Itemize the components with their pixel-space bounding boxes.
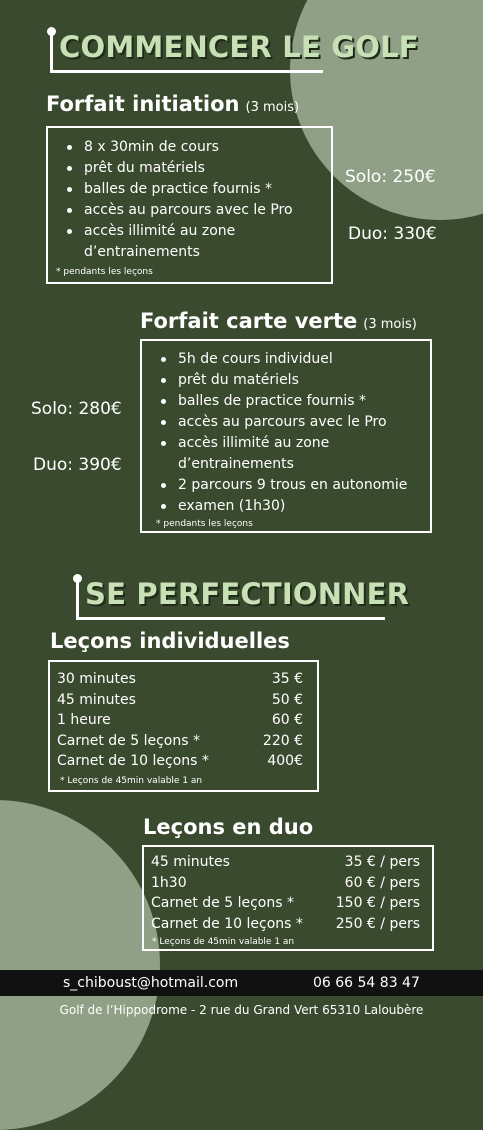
price-row-label: Carnet de 10 leçons * bbox=[57, 753, 209, 769]
forfait-carte-verte-title bbox=[140, 309, 417, 333]
price-row-label: Carnet de 10 leçons * bbox=[151, 915, 303, 932]
price-row-value: 60 € bbox=[271, 712, 303, 728]
bullet-item: prêt du matériels bbox=[84, 158, 325, 179]
price-row bbox=[57, 710, 303, 731]
price-row bbox=[57, 751, 303, 772]
price-row-label: 1h30 bbox=[151, 874, 187, 891]
decorative-circle-bottom bbox=[0, 800, 160, 1130]
lecons-duo-box bbox=[142, 845, 434, 951]
forfait-initiation-duration: (3 mois) bbox=[245, 100, 300, 115]
price-row-value: 150 € / pers bbox=[335, 895, 420, 911]
price-row-label: Carnet de 5 leçons * bbox=[151, 895, 294, 911]
forfait-carte-verte-list bbox=[148, 349, 424, 517]
price-row bbox=[57, 731, 303, 752]
bullet-item: accès au parcours avec le Pro bbox=[178, 412, 424, 433]
price-row bbox=[57, 690, 303, 711]
price-row-value: 60 € / pers bbox=[344, 874, 420, 891]
bullet-item: accès au parcours avec le Pro bbox=[84, 200, 325, 221]
contact-phone[interactable]: 06 66 54 83 47 bbox=[313, 975, 420, 991]
price-row-label: Carnet de 5 leçons * bbox=[57, 732, 200, 749]
forfait-initiation-note: * pendants les leçons bbox=[56, 267, 153, 277]
initiation-solo-price: Solo: 250€ bbox=[345, 167, 436, 187]
forfait-initiation-list bbox=[54, 137, 325, 263]
initiation-duo-price: Duo: 330€ bbox=[348, 224, 437, 244]
bullet-item: 2 parcours 9 trous en autonomie bbox=[178, 475, 424, 496]
forfait-carte-verte-note: * pendants les leçons bbox=[156, 519, 253, 529]
lecons-duo-title: Leçons en duo bbox=[143, 815, 314, 839]
contact-bar bbox=[0, 970, 483, 996]
club-address: Golf de l’Hippodrome - 2 rue du Grand Vert 65310 Laloubère bbox=[59, 1003, 424, 1017]
price-row-label: 1 heure bbox=[57, 712, 111, 728]
lecons-individuelles-box bbox=[48, 660, 319, 792]
price-row bbox=[151, 914, 420, 935]
price-row bbox=[151, 893, 420, 914]
section-title-commencer: COMMENCER LE GOLF bbox=[59, 30, 419, 64]
bullet-item: balles de practice fournis * bbox=[178, 391, 424, 412]
price-row-value: 400€ bbox=[267, 753, 303, 769]
forfait-initiation-title bbox=[46, 92, 299, 116]
carte-verte-solo-price: Solo: 280€ bbox=[31, 399, 122, 419]
forfait-carte-verte-duration: (3 mois) bbox=[363, 317, 417, 332]
price-row-label: 45 minutes bbox=[151, 854, 230, 870]
bullet-item: 8 x 30min de cours bbox=[84, 137, 325, 158]
price-row-value: 250 € / pers bbox=[335, 915, 420, 932]
price-row bbox=[151, 852, 420, 873]
price-row-label: 45 minutes bbox=[57, 691, 136, 708]
bullet-item: accès illimité au zone d’entrainements bbox=[84, 221, 325, 263]
forfait-carte-verte-box bbox=[140, 339, 432, 533]
contact-email[interactable]: s_chiboust@hotmail.com bbox=[63, 975, 239, 991]
lecons-individuelles-note: * Leçons de 45min valable 1 an bbox=[60, 775, 203, 786]
price-row-value: 50 € bbox=[271, 691, 303, 708]
section-title-perfectionner: SE PERFECTIONNER bbox=[85, 577, 410, 611]
lecons-duo-table bbox=[151, 852, 420, 934]
forfait-initiation-box bbox=[46, 126, 333, 284]
price-row-value: 35 € bbox=[271, 671, 303, 687]
bullet-item: examen (1h30) bbox=[178, 496, 424, 517]
lecons-duo-note: * Leçons de 45min valable 1 an bbox=[152, 937, 295, 947]
price-row-value: 220 € bbox=[262, 732, 303, 749]
lecons-individuelles-table bbox=[57, 669, 303, 772]
price-row-label: 30 minutes bbox=[57, 671, 136, 687]
carte-verte-duo-price: Duo: 390€ bbox=[33, 455, 122, 475]
forfait-initiation-label: Forfait initiation bbox=[46, 92, 240, 116]
bullet-item: balles de practice fournis * bbox=[84, 179, 325, 200]
price-row bbox=[151, 873, 420, 894]
price-row-value: 35 € / pers bbox=[344, 854, 420, 870]
bullet-item: accès illimité au zone d’entrainements bbox=[178, 433, 424, 475]
price-row bbox=[57, 669, 303, 690]
bullet-item: 5h de cours individuel bbox=[178, 349, 424, 370]
lecons-individuelles-title: Leçons individuelles bbox=[50, 629, 290, 653]
forfait-carte-verte-label: Forfait carte verte bbox=[140, 309, 358, 333]
bullet-item: prêt du matériels bbox=[178, 370, 424, 391]
